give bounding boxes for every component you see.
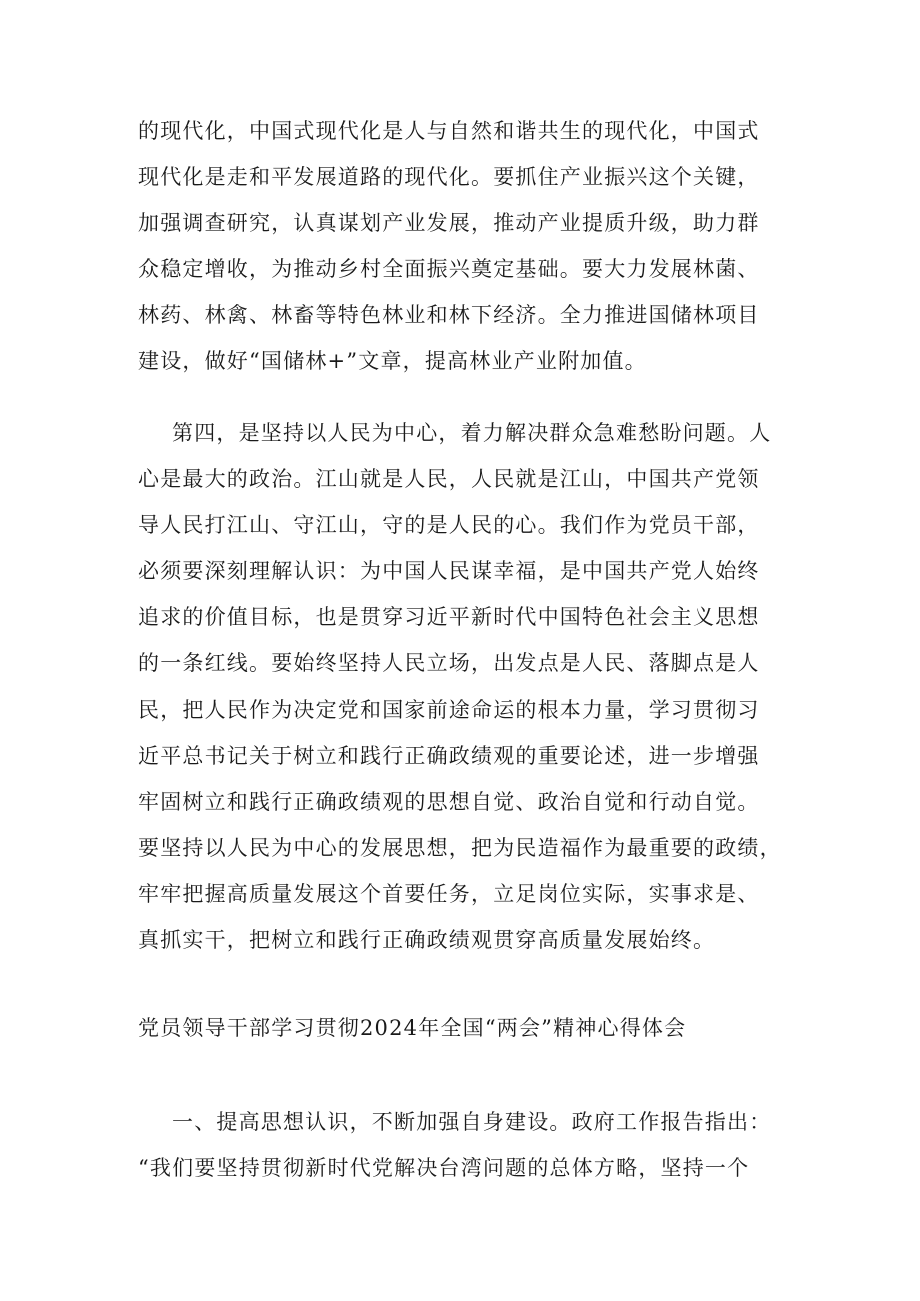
paragraph-line: 的现代化，中国式现代化是人与自然和谐共生的现代化，中国式 — [138, 119, 760, 143]
paragraph-line: 林药、林禽、林畜等特色林业和林下经济。全力推进国储林项目 — [138, 303, 760, 328]
article-title: 党员领导干部学习贯彻2024年全国“两会”精神心得体会 — [138, 1016, 687, 1040]
paragraph-people-centered — [138, 410, 802, 963]
paragraph-self-building — [138, 1099, 802, 1191]
paragraph-line: 一、提高思想认识，不断加强自身建设。政府工作报告指出： — [172, 1110, 772, 1134]
paragraph-line: 加强调查研究，认真谋划产业发展，推动产业提质升级，助力群 — [138, 211, 760, 236]
paragraph-line: 众稳定增收，为推动乡村全面振兴奠定基础。要大力发展林菌、 — [138, 257, 760, 282]
paragraph-line: 建设，做好“国储林+”文章，提高林业产业附加值。 — [138, 349, 647, 374]
paragraph-line: 的一条红线。要始终坚持人民立场，出发点是人民、落脚点是人 — [138, 651, 760, 676]
paragraph-line: 第四，是坚持以人民为中心，着力解决群众急难愁盼问题。人 — [172, 421, 772, 445]
paragraph-line: 近平总书记关于树立和践行正确政绩观的重要论述，进一步增强 — [138, 743, 760, 768]
paragraph-line: 导人民打江山、守江山，守的是人民的心。我们作为党员干部， — [138, 513, 760, 538]
paragraph-line: 现代化是走和平发展道路的现代化。要抓住产业振兴这个关键， — [138, 165, 760, 190]
paragraph-line: 心是最大的政治。江山就是人民，人民就是江山，中国共产党领 — [138, 467, 760, 492]
paragraph-line: 牢牢把握高质量发展这个首要任务，立足岗位实际，实事求是、 — [138, 881, 760, 906]
paragraph-line: 牢固树立和践行正确政绩观的思想自觉、政治自觉和行动自觉。 — [138, 789, 760, 814]
paragraph-line: 追求的价值目标，也是贯穿习近平新时代中国特色社会主义思想 — [138, 605, 760, 630]
paragraph-line: 要坚持以人民为中心的发展思想，把为民造福作为最重要的政绩， — [138, 835, 782, 860]
paragraph-line: 必须要深刻理解认识：为中国人民谋幸福，是中国共产党人始终 — [138, 559, 760, 584]
paragraph-rural-revitalization — [138, 108, 802, 385]
paragraph-line: “我们要坚持贯彻新时代党解决台湾问题的总体方略，坚持一个 — [138, 1156, 750, 1181]
paragraph-line: 民，把人民作为决定党和国家前途命运的根本力量，学习贯彻习 — [138, 697, 760, 722]
paragraph-line: 真抓实干，把树立和践行正确政绩观贯穿高质量发展始终。 — [138, 928, 716, 953]
